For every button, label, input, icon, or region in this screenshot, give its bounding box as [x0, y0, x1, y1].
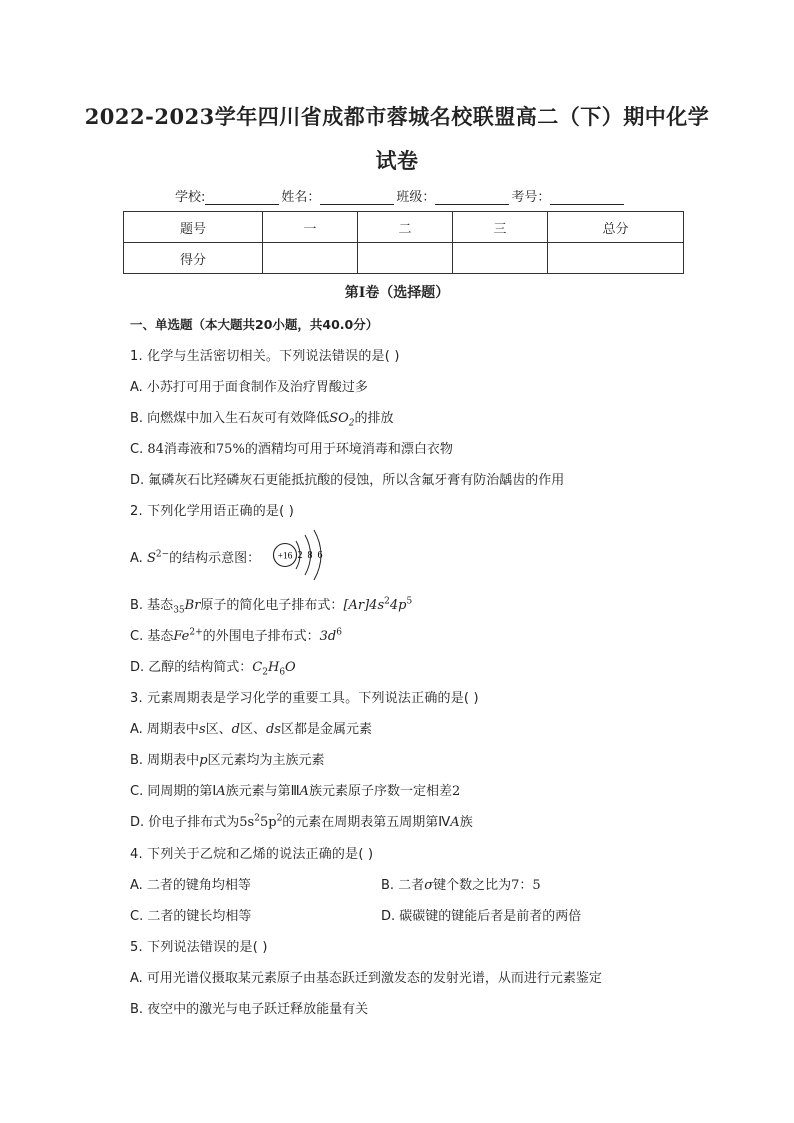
q1c-num1: 84: [147, 442, 164, 457]
q2c-element: Fe: [173, 629, 190, 644]
q3a-ds: ds: [265, 722, 281, 737]
score-cell[interactable]: [453, 243, 548, 274]
question-4-stem: 4. 下列关于乙烷和乙烯的说法正确的是( ): [130, 847, 374, 862]
q4b-post: 键个数之比为: [433, 878, 512, 893]
question-1-option-c: [130, 438, 453, 457]
q1c-prefix: C.: [130, 442, 148, 457]
score-header-cell: 总分: [548, 212, 684, 243]
question-3-option-a: [130, 718, 372, 737]
name-blank[interactable]: [320, 190, 394, 205]
nucleus-charge: +16: [277, 551, 293, 562]
q3c-a2: A: [299, 784, 309, 799]
q2d-h-sub: 6: [279, 667, 286, 678]
q3d-conf2: 5p: [259, 815, 277, 830]
student-info-row: [175, 186, 626, 205]
school-blank[interactable]: [205, 190, 279, 205]
score-table: [123, 211, 684, 274]
question-3-option-c: [130, 780, 460, 799]
q3a-m1: 区、: [205, 722, 232, 737]
question-5-option-a: A. 可用光谱仪摄取某元素原子由基态跃迁到激发态的发射光谱，从而进行元素鉴定: [130, 971, 602, 986]
q1b-text-end: 的排放: [354, 411, 394, 426]
document-title-line2: 试卷: [375, 148, 419, 173]
q3d-prefix: D. 价电子排布式为: [130, 815, 240, 830]
q2d-prefix: D. 乙醇的结构简式：: [130, 660, 253, 675]
q2c-prefix: C. 基态: [130, 629, 174, 644]
score-table-score-row: [124, 243, 684, 274]
question-1-option-d: D. 氟磷灰石比羟磷灰石更能抵抗酸的侵蚀，所以含氟牙膏有防治龋齿的作用: [130, 473, 565, 488]
q3d-sup2: 2: [276, 813, 283, 824]
score-cell[interactable]: [263, 243, 358, 274]
q3d-end: 族: [459, 815, 473, 830]
q3c-post: 族元素原子序数一定相差: [308, 784, 452, 799]
q3d-conf: 5s: [239, 815, 255, 830]
score-table-header-row: [124, 212, 684, 243]
question-2-stem: 2. 下列化学用语正确的是( ): [130, 504, 295, 519]
q3a-post: 区都是金属元素: [280, 722, 372, 737]
question-4-option-b: [381, 874, 541, 893]
question-2-option-a: [130, 547, 260, 566]
q2d-h: H: [267, 660, 280, 675]
question-5-option-b: B. 夜空中的激光与电子跃迁释放能量有关: [130, 1002, 369, 1017]
sulfide-ion-structure-diagram: [268, 527, 330, 583]
q2d-o: O: [285, 660, 296, 675]
q3d-a: A: [450, 815, 460, 830]
q3a-m2: 区、: [239, 722, 266, 737]
q1c-mid2: 的酒精均可用于环境消毒和漂白衣物: [244, 442, 453, 457]
exam-no-label: 考号：: [511, 190, 551, 205]
q3b-prefix: B. 周期表中: [130, 753, 200, 768]
class-label: 班级：: [396, 190, 436, 205]
q2b-mass: 35: [173, 605, 185, 616]
q2a-charge: 2−: [155, 549, 170, 560]
q3c-prefix: C. 同周期的第Ⅰ: [130, 784, 217, 799]
question-3-option-b: [130, 749, 325, 768]
q3b-post: 区元素均为主族元素: [207, 753, 325, 768]
q3c-a1: A: [216, 784, 226, 799]
score-header-cell: 一: [263, 212, 358, 243]
q2b-element: Br: [184, 598, 201, 613]
section-title: 第Ⅰ卷（选择题）: [344, 285, 450, 301]
question-2-option-c: [130, 625, 342, 644]
school-label: 学校:: [175, 190, 206, 205]
q2b-sup2: 5: [406, 596, 413, 607]
q2d-c-sub: 2: [262, 667, 268, 678]
q2c-sup: 6: [336, 627, 342, 638]
question-4-option-a: A. 二者的键角均相等: [130, 878, 251, 893]
q2a-prefix: A.: [130, 551, 147, 566]
q3d-post: 的元素在周期表第五周期第Ⅳ: [282, 815, 451, 830]
q2c-conf: 3d: [319, 629, 337, 644]
q3a-prefix: A. 周期表中: [130, 722, 199, 737]
q1b-text: B. 向燃煤中加入生石灰可有效降低: [130, 411, 330, 426]
question-1-stem: 1. 化学与生活密切相关。下列说法错误的是( ): [130, 349, 400, 364]
score-header-cell: 题号: [124, 212, 263, 243]
part-title: 一、单选题（本大题共20小题，共40.0分）: [130, 317, 379, 332]
q3c-mid: 族元素与第Ⅲ: [225, 784, 300, 799]
q1c-num2: 75%: [215, 442, 245, 457]
q2a-ion: S: [146, 551, 156, 566]
shell-electrons-3: 6: [317, 550, 323, 561]
q3a-d: d: [231, 722, 240, 737]
question-4-option-c: C. 二者的键长均相等: [130, 909, 252, 924]
question-5-stem: 5. 下列说法错误的是( ): [130, 940, 268, 955]
q4b-ratio: 7：5: [511, 878, 541, 893]
class-blank[interactable]: [435, 190, 509, 205]
q1c-mid1: 消毒液和: [163, 442, 216, 457]
q4b-sigma: σ: [424, 878, 434, 893]
q4b-prefix: B. 二者: [381, 878, 425, 893]
q2b-conf2: 4p: [389, 598, 407, 613]
question-3-stem: 3. 元素周期表是学习化学的重要工具。下列说法正确的是( ): [130, 691, 479, 706]
q2b-mid: 原子的简化电子排布式：: [200, 598, 344, 613]
q2b-conf: [Ar]4s: [343, 598, 385, 613]
shell-electrons-1: 2: [297, 550, 303, 561]
q3d-sup1: 2: [254, 813, 260, 824]
q2c-mid: 的外围电子排布式：: [202, 629, 320, 644]
q2b-sup1: 2: [384, 596, 390, 607]
question-1-option-a: A. 小苏打可用于面食制作及治疗胃酸过多: [130, 380, 368, 395]
exam-no-blank[interactable]: [550, 190, 624, 205]
question-3-option-d: [130, 811, 473, 830]
q3a-s: s: [198, 722, 206, 737]
q1b-sub: 2: [348, 418, 355, 429]
question-1-option-b: [130, 407, 394, 429]
q3b-p: p: [199, 753, 208, 768]
question-4-option-d: D. 碳碳键的键能后者是前者的两倍: [381, 909, 582, 924]
q2c-charge: 2+: [189, 627, 203, 638]
score-row-label: 得分: [124, 243, 263, 274]
q2d-c: C: [252, 660, 263, 675]
score-header-cell: 三: [453, 212, 548, 243]
q2b-prefix: B. 基态: [130, 598, 174, 613]
question-2-option-b: [130, 594, 412, 616]
q3c-n: 2: [451, 784, 461, 799]
score-cell[interactable]: [548, 243, 684, 274]
q2a-text: 的结构示意图：: [169, 551, 261, 566]
name-label: 姓名：: [281, 190, 321, 205]
shell-electrons-2: 8: [307, 550, 313, 561]
question-2-option-d: [130, 656, 296, 678]
q1b-formula: SO: [329, 411, 349, 426]
score-header-cell: 二: [358, 212, 453, 243]
score-cell[interactable]: [358, 243, 453, 274]
document-title-line1: 2022-2023学年四川省成都市蓉城名校联盟高二（下）期中化学: [84, 104, 710, 129]
